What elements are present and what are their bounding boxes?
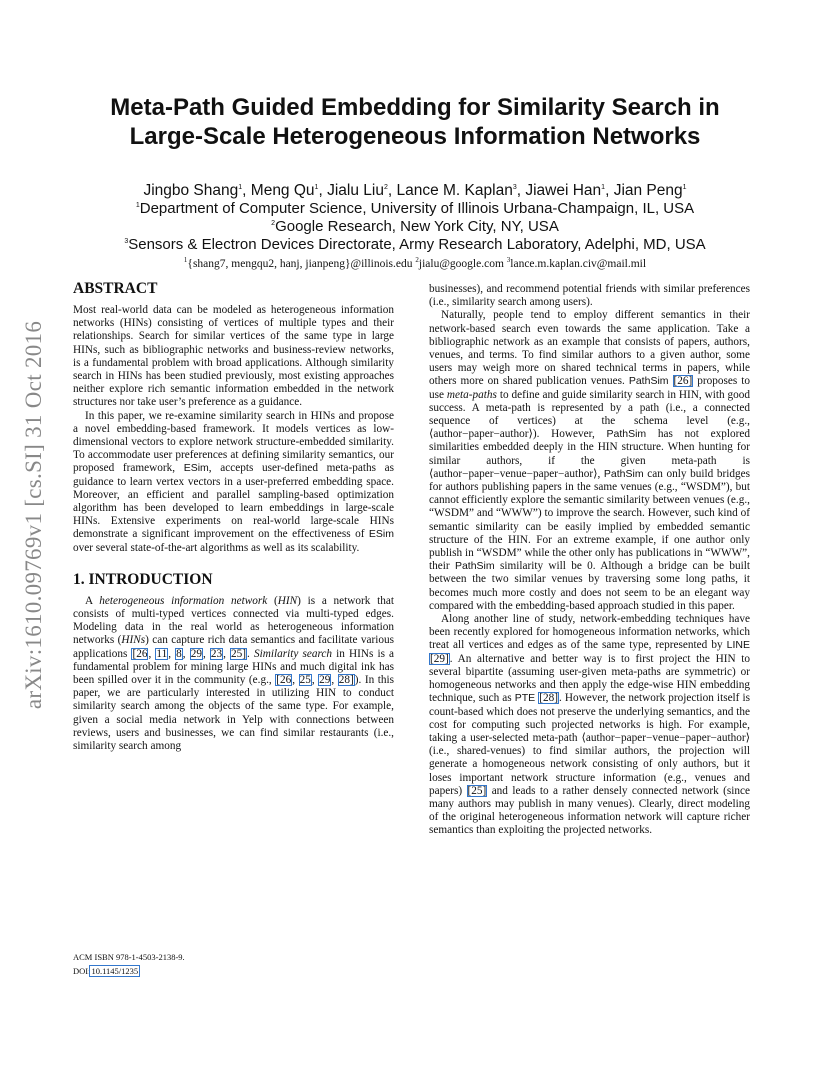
author-name: Meng Qu (250, 182, 315, 199)
abstract-paragraph: In this paper, we re-examine similarity search in HINs and propose a novel embedding-based framework. It models vertices as low-dimensional vectors to explore network structure-embedded similarity. To accommodate user preferences at defining similarity semantics, our proposed framework, ESim, accepts user-defined meta-paths as guidance to learn vertex vectors in a user-preferred embedding space. Moreover, an efficient and parallel sampling-based optimization algorithm has been developed to learn embeddings in large-scale HINs. Extensive experiments on real-world large-scale HINs demonstrate a significant improvement on the effectiveness of ESim over several state-of-the-art algorithms as well as its scalability. (73, 409, 395, 554)
doi: DOI:10.1145/1235 (73, 966, 139, 976)
intro-paragraph: Along another line of study, network-embedding techniques have been recently explored for homogeneous information networks, which treat all vertices and edges as of the same type, represented by LINE [29]. An alternative and better way is to first project the HIN to several bipartite (assuming user-given meta-paths are symmetric) or homogeneous networks and then apply the edge-wise HIN embedding technique, such as PTE [28]. However, the network projection itself is count-based which does not preserve the underlying semantics, and the cost for computing such projected networks is high. For example, taking a user-selected meta-path ⟨author−paper−venue−paper−author⟩ (i.e., shared-venues) to find similar authors, the projection will generate a homogeneous network consisting of only authors, but it loses important network structure information (e.g., venues and papers) [25] and leads to a rather densely connected network (since many authors may publish in many venues). Clearly, direct modeling of the original heterogeneous information network will capture richer semantics than exploiting the projected networks. (429, 613, 751, 837)
affiliation: $^1$Department of Computer Science, University of Illinois Urbana-Champaign, IL, USA (135, 200, 695, 217)
arxiv-identifier (14, 300, 54, 730)
abstract-paragraph: Most real-world data can be modeled as heterogeneous information networks (HINs) consisting of vertices of multiple types and their relationships. Search for similar vertices of the same type in large HINs, such as bibliographic networks and business-review networks, is a fundamental problem with broad applications. Although similarity search in HINs has been studied previously, most existing approaches neither explore rich semantic information embedded in the network structures nor take user’s preference as a guidance. (73, 304, 394, 409)
author-name: Jiawei Han (525, 182, 602, 199)
intro-paragraph: Naturally, people tend to employ different semantics in their network-based search even towards the same application. Take a bibliographic network as an example that consists of papers, authors, venues, and terms. To find similar authors to a given author, some users may weigh more on shared technical terms in papers, while others more on shared publication venues. PathSim [26] proposes to use meta-paths to define and guide similarity search in HIN, with good success. A meta-path is represented by a path (i.e., a connected sequence of vertices) at the schema level (e.g., ⟨author−paper−author⟩). However, PathSim has not explored similarities embedded deeply in the HIN structure. When hunting for similar authors, if the given meta-path is ⟨author−paper−venue−paper−author⟩, PathSim can only build bridges for authors publishing papers in the same venues (e.g., “WSDM”), but cannot efficiently explore the semantic similarity between venues (e.g., “WSDM” and “WWW”) to improve the search. However, such kind of semantic similarity can be easily implied by embedded semantic structure of the HIN. For an extreme example, if one author only publish in “WSDM” while the other only has publications in “WWW”, their PathSim similarity will be 0. Although a bridge can be built between the two similar venues by traversing some long paths, it becomes much more costly and does not seem to be an elegant way compared with the embedding-based approach studied in this paper. (429, 309, 751, 612)
introduction-heading: 1. INTRODUCTION (73, 570, 213, 588)
right-column (429, 283, 750, 838)
author-name: Lance M. Kaplan (396, 182, 513, 199)
isbn: ACM ISBN 978-1-4503-2138-9. (73, 952, 185, 962)
doi-link[interactable]: 10.1145/1235 (91, 966, 139, 976)
affiliation: $^2$Google Research, New York City, NY, USA (271, 218, 559, 235)
author-block (70, 182, 760, 273)
page-footer (73, 950, 185, 978)
affiliation: $^3$Sensors & Electron Devices Directorate, Army Research Laboratory, Adelphi, MD, USA (124, 236, 706, 253)
intro-paragraph: businesses), and recommend potential friends with similar preferences (i.e., similarity search among users). (429, 283, 750, 309)
author-name: Jialu Liu (327, 182, 384, 199)
author-emails: $^1${shang7, mengqu2, hanj, jianpeng}@illinois.edu $^2$jialu@google.com $^3$lance.m.kaplan.civ@mail.mil (183, 256, 647, 270)
left-column (73, 280, 394, 753)
author-name: Jingbo Shang (143, 182, 239, 199)
arxiv-identifier-text: arXiv:1610.09769v1 [cs.SI] 31 Oct 2016 (21, 320, 46, 710)
author-name: Jian Peng (613, 182, 683, 199)
intro-paragraph: A heterogeneous information network (HIN) is a network that consists of multi-typed vertices connected via multi-typed edges. Modeling data in the real world as heterogeneous information networks (HINs) can capture rich data semantics and facilitate various applications [26, 11, 8, 29, 23, 25]. Similarity search in HINs is a fundamental problem for mining large HINs and much digital ink has been spilled over it in the community (e.g., [26, 25, 29, 28]). In this paper, we are particularly interested in utilizing HIN to conduct similarity search among the objects of the same type. For example, given a social media network in Yelp with connections between reviews, users and businesses, we can find similar restaurants (i.e., similarity search among (73, 594, 395, 753)
author-list: Jingbo Shang$^1$, Meng Qu$^1$, Jialu Liu$^2$, Lance M. Kaplan$^3$, Jiawei Han$^1$, Jian Peng$^1$ (143, 182, 687, 199)
abstract-heading: ABSTRACT (73, 280, 158, 297)
paper-title: Meta-Path Guided Embedding for Similarity Search in Large-Scale Heterogeneous Information Networks (110, 94, 720, 150)
